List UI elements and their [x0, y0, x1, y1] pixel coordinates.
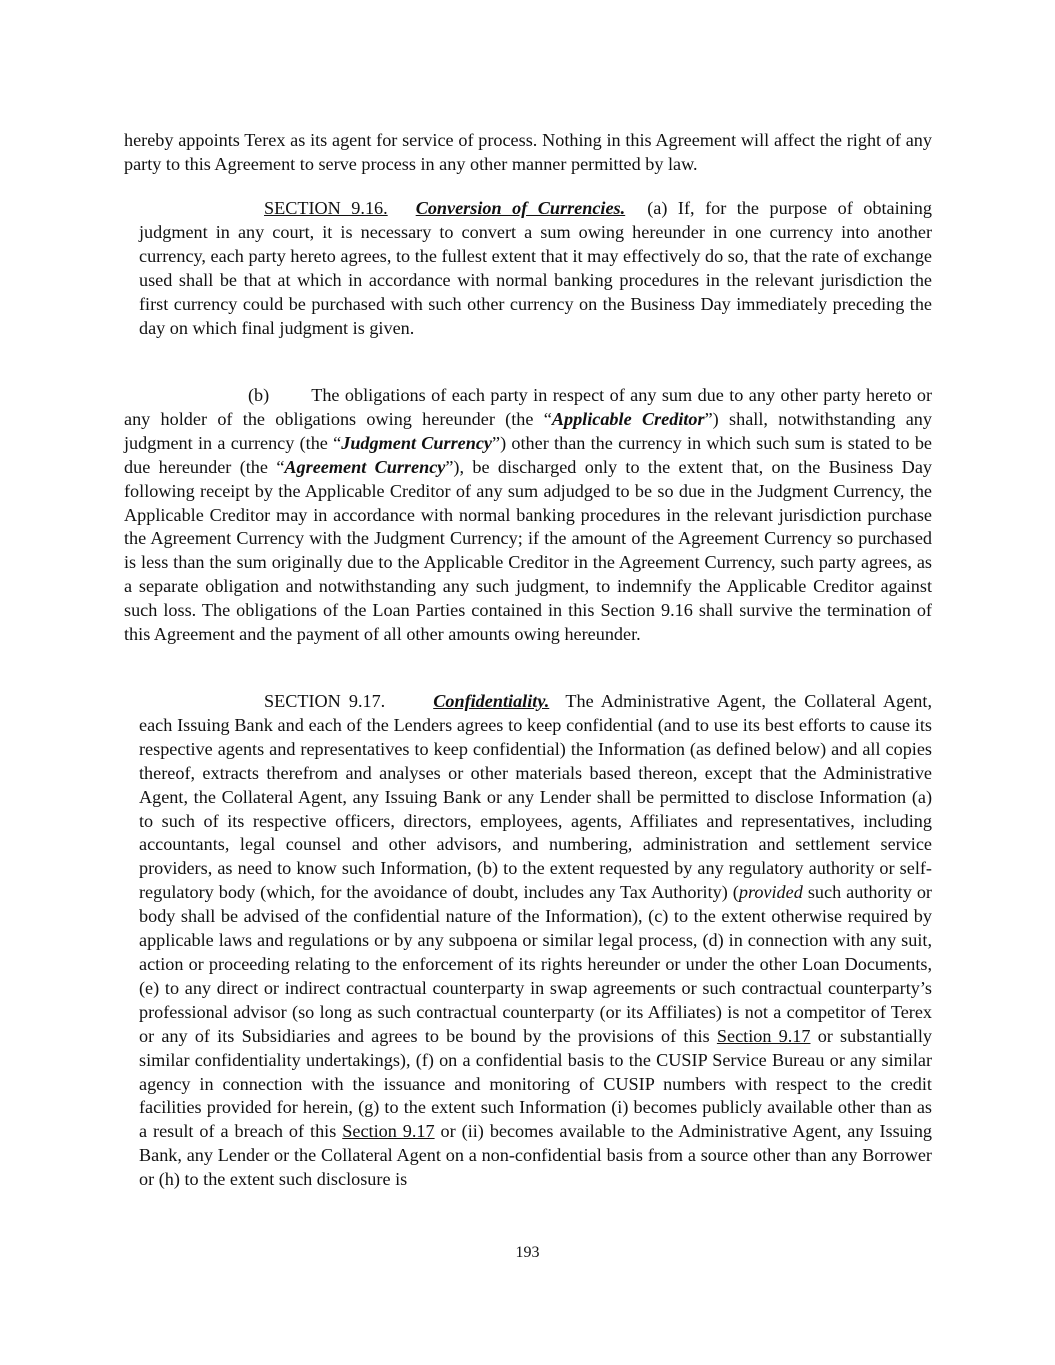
term-applicable-creditor: Applicable Creditor — [551, 408, 705, 429]
section-9-16-clause-b — [124, 384, 932, 647]
section-reference-link: Section 9.17 — [342, 1121, 435, 1142]
section-9-16-title: Conversion of Currencies. — [415, 198, 626, 218]
clause-b-text-2: ”) shall, notwithstanding any judgment in a currency (the “ — [124, 408, 932, 453]
clause-a-label: (a) — [647, 198, 668, 218]
clause-a-text: If, for the purpose of obtaining judgment in any court, it is necessary to convert a sum owing hereunder in one currency into another currency, each party hereto agrees, to the fullest extent that it may effectively do so, that the rate of exchange used shall be that at which in accordance with normal banking procedures in the relevant jurisdiction the first currency could be purchased with such other currency on the Business Day immediately preceding the day on which final judgment is given. — [139, 198, 932, 338]
section-9-17-text-4: or (ii) becomes available to the Administrative Agent, any Issuing Bank, any Lender or the Collateral Agent on a non-confidential basis from a source other than any Borrower or (h) to the extent such disclosure is — [139, 1121, 933, 1190]
clause-b-text-1: The obligations of each party in respect of any sum due to any other party hereto or any holder of the obligations owing hereunder (the “ — [124, 385, 932, 429]
term-judgment-currency: Judgment Currency — [341, 432, 493, 453]
paragraph-service-of-process — [124, 129, 932, 177]
section-9-16-paragraph — [139, 197, 932, 340]
section-9-17-text-1: The Administrative Agent, the Collateral Agent, each Issuing Bank and each of the Lenders agrees to keep confidential (and to use its best efforts to cause its respective agents and representatives to keep confidential) the Information (as defined below) and all copies thereof, extracts therefrom and analyses or other materials based thereon, except that the Administrative Agent, the Collateral Agent, any Issuing Bank or any Lender shall be permitted to disclose Information (a) to such of its respective officers, directors, employees, agents, Affiliates and representatives, including accountants, legal counsel and other advisors, and numbering, administration and settlement service providers, as need to know such Information, (b) to the extent requested by any regulatory authority or self-regulatory body (which, for the avoidance of doubt, includes any Tax Authority) ( — [139, 691, 932, 903]
page-number: 193 — [515, 1244, 540, 1261]
provided-term: provided — [738, 882, 803, 903]
section-9-17-paragraph — [139, 690, 932, 1192]
section-reference-link: Section 9.17 — [716, 1025, 811, 1046]
section-9-17-title: Confidentiality. — [433, 691, 550, 711]
section-9-16-number: SECTION 9.16. — [264, 198, 388, 218]
section-9-17-text-3: or substantially similar confidentiality undertakings), (f) on a confidential basis to the CUSIP Service Bureau or any similar agency in connection with the issuance and monitoring of CUSIP numbers with respect to the credit facilities provided for herein, (g) to the extent such Information (i) becomes publicly available other than as a result of a breach of this — [139, 1025, 932, 1142]
paragraph-1-text: hereby appoints Terex as its agent for service of process. Nothing in this Agreement will affect the right of any party to this Agreement to serve process in any other manner permitted by law. — [124, 130, 932, 174]
section-9-17-text-2: such authority or body shall be advised of the confidential nature of the Information), (c) to the extent otherwise required by applicable laws and regulations or by any subpoena or similar legal process, (d) in connection with any suit, action or proceeding relating to the enforcement of its rights hereunder or under the other Loan Documents, (e) to any direct or indirect contractual counterparty in swap agreements or such contractual counterparty’s professional advisor (so long as such contractual counterparty (or its Affiliates) is not a competitor of Terex or any of its Subsidiaries and agrees to be bound by the provisions of this — [139, 882, 932, 1046]
section-9-17-number: SECTION 9.17. — [264, 691, 386, 711]
clause-b-label: (b) — [248, 385, 270, 405]
term-agreement-currency: Agreement Currency — [284, 456, 446, 477]
clause-b-text-3: ”) other than the currency in which such sum is stated to be due hereunder (the “ — [124, 432, 932, 477]
clause-b-text-4: ”), be discharged only to the extent that, on the Business Day following receipt by the Applicable Creditor of any sum adjudged to be so due in the Judgment Currency, the Applicable Creditor may in accordance with normal banking procedures in the relevant jurisdiction purchase the Agreement Currency with the Judgment Currency; if the amount of the Agreement Currency so purchased is less than the sum originally due to the Applicable Creditor in the Agreement Currency, such party agrees, as a separate obligation and notwithstanding any such judgment, to indemnify the Applicable Creditor against such loss. The obligations of the Loan Parties contained in this Section 9.16 shall survive the termination of this Agreement and the payment of all other amounts owing hereunder. — [124, 456, 932, 645]
